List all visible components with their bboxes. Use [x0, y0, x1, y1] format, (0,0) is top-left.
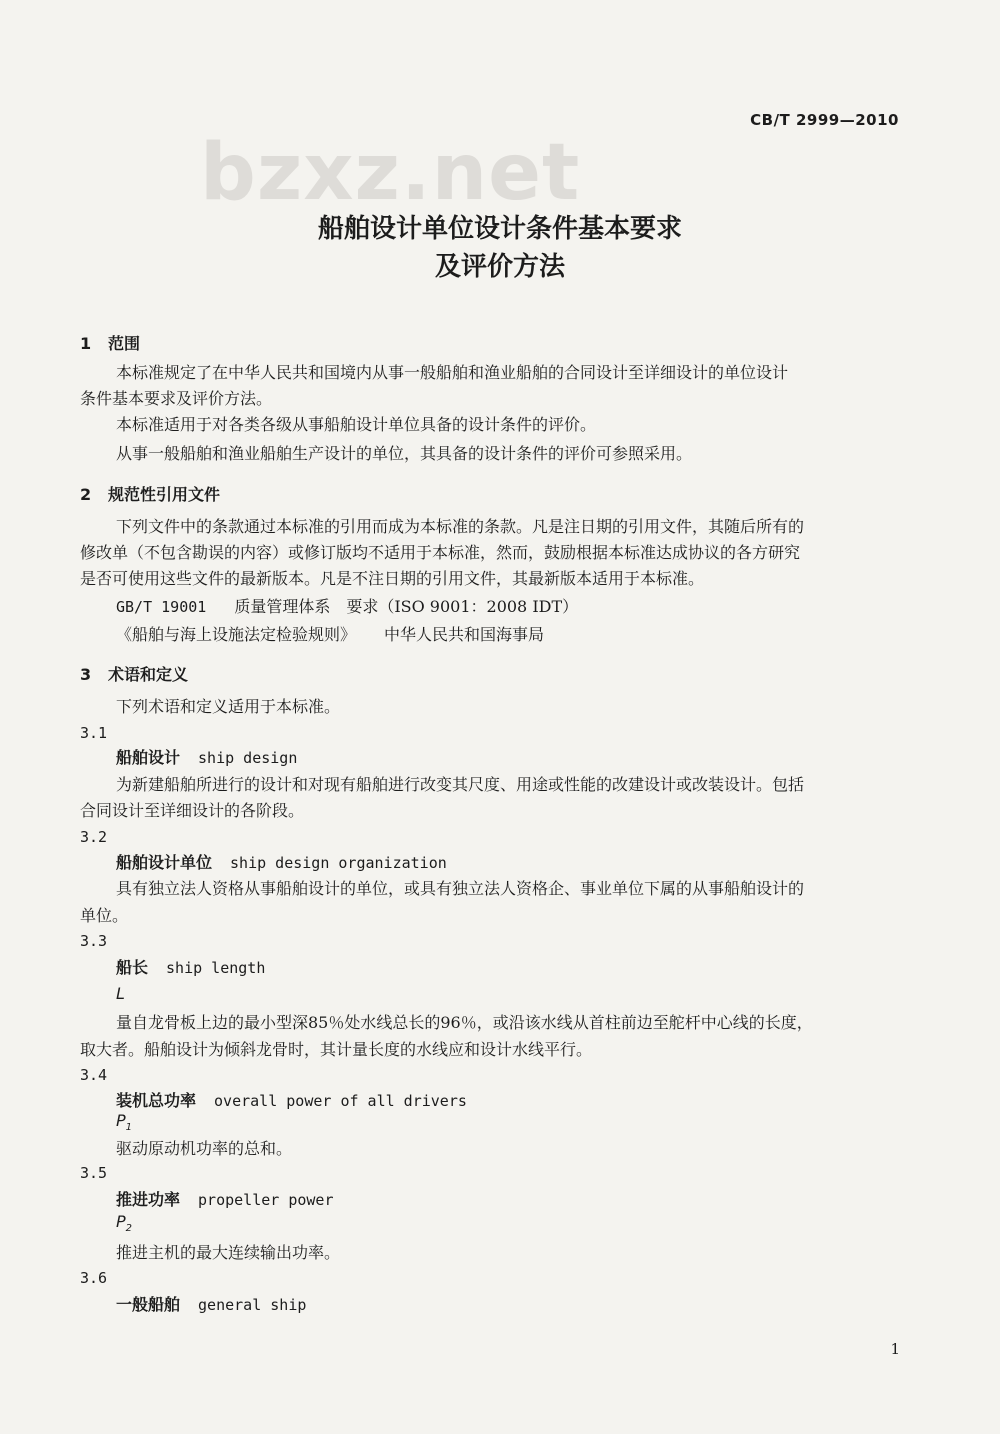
doc-title-line2: 及评价方法: [434, 252, 565, 282]
definition-line: 为新建船舶所进行的设计和对现有船舶进行改变其尺度、用途或性能的改建设计或改装设计。包括: [116, 775, 805, 794]
section-number: 2: [80, 485, 92, 504]
doc-title-line1: 船舶设计单位设计条件基本要求: [317, 214, 682, 244]
term-number: 3.6: [80, 1269, 108, 1287]
definition-line: 合同设计至详细设计的各阶段。: [80, 801, 305, 820]
section-number: 1: [80, 334, 92, 353]
definition-line: 单位。: [80, 906, 129, 925]
section-1-heading: [80, 331, 140, 354]
reference-org: 中华人民共和国海事局: [384, 625, 545, 644]
term-entry: [116, 1187, 333, 1210]
term-entry: [116, 955, 265, 978]
definition-line: 量自龙骨板上边的最小型深85％处水线总长的96％，或沿该水线从首柱前边至舵杆中心线的长度，: [116, 1013, 813, 1032]
paragraph-line: 修改单（不包含勘误的内容）或修订版均不适用于本标准，然而，鼓励根据本标准达成协议的各方研究: [80, 543, 801, 562]
term-symbol: [116, 1212, 132, 1234]
paragraph-line: 条件基本要求及评价方法。: [80, 389, 273, 408]
definition-line: 推进主机的最大连续输出功率。: [116, 1243, 341, 1262]
term-entry: [116, 745, 297, 768]
definition-line: 取大者。船舶设计为倾斜龙骨时，其计量长度的水线应和设计水线平行。: [80, 1040, 593, 1059]
symbol-subscript: 1: [125, 1122, 133, 1134]
paragraph-line: 本标准适用于对各类各级从事船舶设计单位具备的设计条件的评价。: [116, 415, 597, 434]
term-entry: [116, 1292, 306, 1315]
section-title: 规范性引用文件: [108, 485, 221, 504]
term-number: 3.2: [80, 828, 108, 846]
term-en: ship length: [166, 959, 266, 977]
term-entry: [116, 850, 447, 873]
section-3-heading: [80, 662, 188, 685]
term-number: 3.5: [80, 1164, 108, 1182]
paragraph-line: 下列文件中的条款通过本标准的引用而成为本标准的条款。凡是注日期的引用文件，其随后所有的: [116, 517, 805, 536]
symbol-subscript: 2: [125, 1223, 133, 1235]
term-number: 3.3: [80, 932, 108, 950]
standard-code: CB/T 2999—2010: [750, 111, 899, 129]
section-title: 术语和定义: [108, 665, 189, 684]
symbol-letter: P: [116, 1111, 126, 1130]
section-number: 3: [80, 665, 92, 684]
watermark-text: bzxz.net: [200, 128, 581, 218]
term-cn: 装机总功率: [116, 1091, 197, 1110]
symbol-letter: P: [116, 1212, 126, 1231]
term-en: ship design: [198, 749, 298, 767]
term-symbol: [116, 1111, 132, 1133]
page-number: 1: [890, 1340, 900, 1358]
reference-code: GB/T 19001: [116, 598, 207, 616]
section-2-heading: [80, 482, 220, 505]
term-en: propeller power: [198, 1191, 334, 1209]
term-en: overall power of all drivers: [214, 1092, 467, 1110]
term-cn: 船长: [116, 958, 149, 977]
reference-title: 《船舶与海上设施法定检验规则》: [116, 625, 357, 644]
term-number: 3.1: [80, 724, 108, 742]
section-title: 范围: [108, 334, 141, 353]
paragraph-line: 从事一般船舶和渔业船舶生产设计的单位，其具备的设计条件的评价可参照采用。: [116, 444, 693, 463]
reference-item: [116, 622, 544, 645]
term-number: 3.4: [80, 1066, 108, 1084]
term-cn: 船舶设计: [116, 748, 181, 767]
paragraph-line: 下列术语和定义适用于本标准。: [116, 697, 341, 716]
term-en: ship design organization: [230, 854, 447, 872]
definition-line: 驱动原动机功率的总和。: [116, 1139, 293, 1158]
term-cn: 推进功率: [116, 1190, 181, 1209]
reference-title: 质量管理体系 要求（ISO 9001：2008 IDT）: [234, 597, 579, 616]
term-cn: 船舶设计单位: [116, 853, 213, 872]
term-en: general ship: [198, 1296, 307, 1314]
term-symbol: L: [116, 984, 125, 1003]
reference-item: [116, 594, 578, 617]
paragraph-line: 是否可使用这些文件的最新版本。凡是不注日期的引用文件，其最新版本适用于本标准。: [80, 569, 705, 588]
term-entry: [116, 1088, 467, 1111]
definition-line: 具有独立法人资格从事船舶设计的单位，或具有独立法人资格企、事业单位下属的从事船舶设计的: [116, 879, 805, 898]
term-cn: 一般船舶: [116, 1295, 181, 1314]
paragraph-line: 本标准规定了在中华人民共和国境内从事一般船舶和渔业船舶的合同设计至详细设计的单位设计: [116, 363, 789, 382]
